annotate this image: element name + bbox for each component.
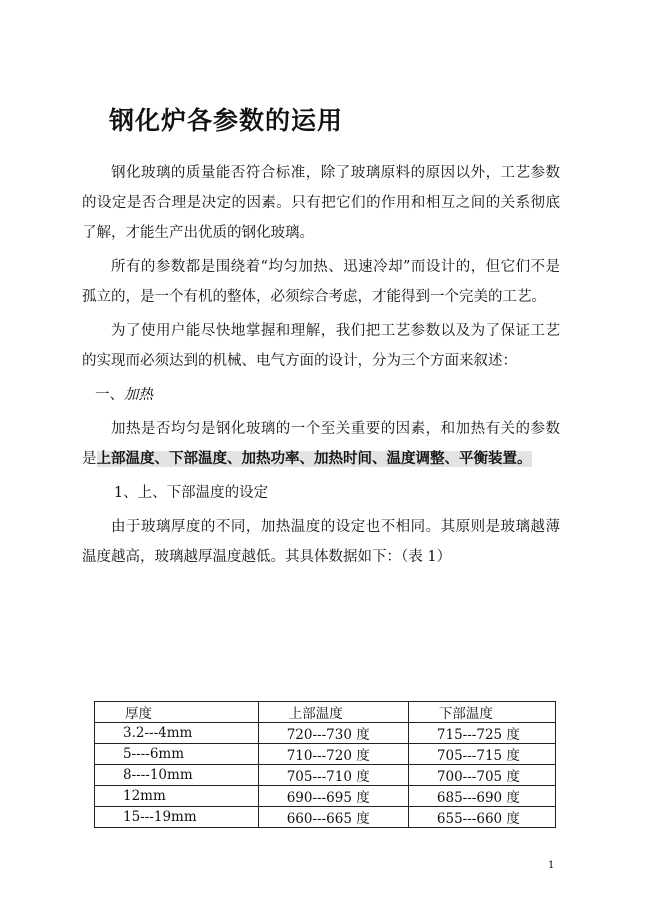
table-cell-lower-temp: 715---725 度 (408, 723, 555, 744)
table-cell-thickness: 3.2---4mm (95, 723, 259, 744)
table-row (95, 786, 556, 807)
table-header-thickness: 厚度 (95, 702, 259, 723)
table-header-row (95, 702, 556, 723)
table-cell-upper-temp: 720---730 度 (258, 723, 408, 744)
table-header-upper-temp: 上部温度 (258, 702, 408, 723)
paragraph-intro: 钢化玻璃的质量能否符合标准，除了玻璃原料的原因以外，工艺参数的设定是否合理是决定的因素。只有把它们的作用和相互之间的关系彻底了解，才能生产出优质的钢化玻璃。 (82, 165, 560, 241)
table-cell-lower-temp: 685---690 度 (408, 786, 555, 807)
highlighted-parameters: 上部温度、下部温度、加热功率、加热时间、温度调整、平衡装置。 (96, 451, 532, 467)
table-cell-upper-temp: 710---720 度 (258, 744, 408, 765)
table-cell-thickness: 5----6mm (95, 744, 259, 765)
page-number: 1 (548, 860, 555, 871)
paragraph-overview: 为了使用户能尽快地掌握和理解，我们把工艺参数以及为了保证工艺的实现而必须达到的机械、电气方面的设计，分为三个方面来叙述： (82, 323, 560, 369)
table-header-lower-temp: 下部温度 (408, 702, 555, 723)
table-cell-lower-temp: 700---705 度 (408, 765, 555, 786)
paragraph-temperature: 由于玻璃厚度的不同，加热温度的设定也不相同。其原则是玻璃越薄温度越高，玻璃越厚温度越低。其具体数据如下：（表 1） (82, 519, 560, 565)
table-row (95, 765, 556, 786)
temperature-table (94, 701, 556, 828)
table-cell-thickness: 8----10mm (95, 765, 259, 786)
table-row (95, 807, 556, 828)
paragraph-parameters: 所有的参数都是围绕着“均匀加热、迅速冷却”而设计的，但它们不是孤立的，是一个有机的整体，必须综合考虑，才能得到一个完美的工艺。 (82, 259, 560, 305)
document-body (82, 158, 560, 576)
table-cell-lower-temp: 705---715 度 (408, 744, 555, 765)
table-cell-thickness: 15---19mm (95, 807, 259, 828)
document-title: 钢化炉各参数的运用 (109, 106, 344, 135)
heating-intro-text: 加热是否均匀是钢化玻璃的一个至关重要的因素，和加热有关的参数是 (82, 421, 560, 467)
section-title: 加热 (124, 387, 154, 403)
table-cell-lower-temp: 655---660 度 (408, 807, 555, 828)
paragraph-heating (82, 414, 560, 474)
table-row (95, 744, 556, 765)
section-number: 一、 (95, 387, 125, 403)
table-cell-upper-temp: 705---710 度 (258, 765, 408, 786)
subsection-heading-temperature: 1、上、下部温度的设定 (113, 485, 269, 501)
section-heading-heating (82, 380, 560, 410)
table-cell-upper-temp: 690---695 度 (258, 786, 408, 807)
table-cell-thickness: 12mm (95, 786, 259, 807)
table-cell-upper-temp: 660---665 度 (258, 807, 408, 828)
table-row (95, 723, 556, 744)
